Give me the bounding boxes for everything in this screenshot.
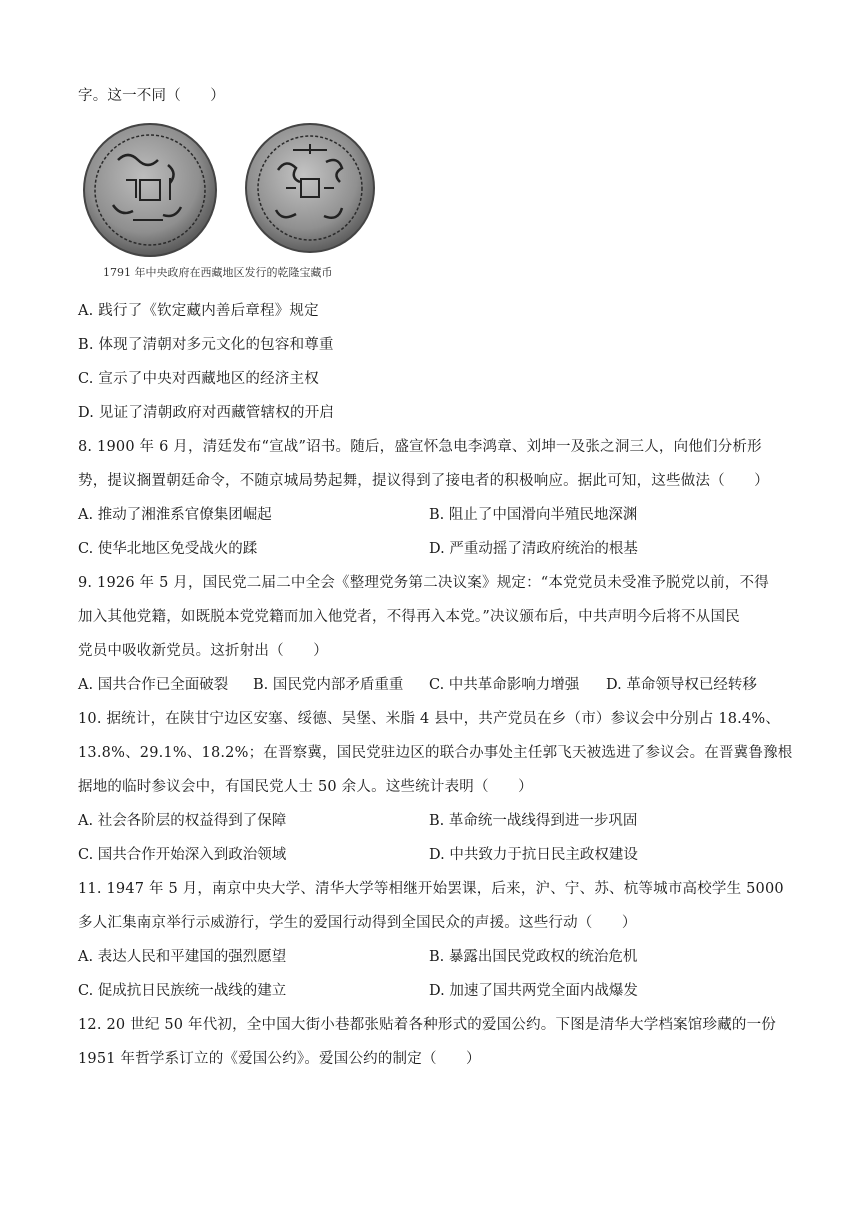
q7-stem-tail: 字。这一不同（ ） [78,88,225,104]
q10-stem-line-1: 10. 据统计，在陕甘宁边区安塞、绥德、吴堡、米脂 4 县中，共产党员在乡（市）参议会中分别占 18.4%、 [78,711,781,727]
q9-option-b: B. 国民党内部矛盾重重 [253,677,404,693]
q7-option-a: A. 践行了《钦定藏内善后章程》规定 [78,303,319,319]
q11-option-c: C. 促成抗日民族统一战线的建立 [78,983,287,999]
q9-stem-line-2: 加入其他党籍，如既脱本党党籍而加入他党者，不得再入本党。”决议颁布后，中共声明今后将不从国民 [78,609,740,625]
q9-option-d: D. 革命领导权已经转移 [606,677,757,693]
q10-option-c: C. 国共合作开始深入到政治领域 [78,847,287,863]
q10-option-a: A. 社会各阶层的权益得到了保障 [78,813,287,829]
q9-stem-line-1: 9. 1926 年 5 月，国民党二届二中全会《整理党务第二决议案》规定：“本党党员未受准予脱党以前，不得 [78,575,769,591]
q8-stem-line-2: 势，提议搁置朝廷命令，不随京城局势起舞，提议得到了接电者的积极响应。据此可知，这些做法（ ） [78,473,769,489]
q8-option-b: B. 阻止了中国滑向半殖民地深渊 [429,507,638,523]
q8-stem-line-1: 8. 1900 年 6 月，清廷发布“宣战”诏书。随后，盛宣怀急电李鸿章、刘坤一及张之洞三人，向他们分析形 [78,439,762,455]
q11-stem-line-2: 多人汇集南京举行示威游行，学生的爱国行动得到全国民众的声援。这些行动（ ） [78,915,637,931]
q9-option-a: A. 国共合作已全面破裂 [78,677,229,693]
q12-stem-line-1: 12. 20 世纪 50 年代初，全中国大街小巷都张贴着各种形式的爱国公约。下图是清华大学档案馆珍藏的一份 [78,1017,776,1033]
q8-option-c: C. 使华北地区免受战火的蹂 [78,541,258,557]
q8-option-d: D. 严重动摇了清政府统治的根基 [429,541,638,557]
q12-stem-line-2: 1951 年哲学系订立的《爱国公约》。爱国公约的制定（ ） [78,1051,481,1067]
q9-option-c: C. 中共革命影响力增强 [429,677,580,693]
q10-stem-line-3: 据地的临时参议会中，有国民党人士 50 余人。这些统计表明（ ） [78,779,533,795]
q10-option-d: D. 中共致力于抗日民主政权建设 [429,847,638,863]
q10-option-b: B. 革命统一战线得到进一步巩固 [429,813,638,829]
q11-option-b: B. 暴露出国民党政权的统治危机 [429,949,638,965]
q10-stem-line-2: 13.8%、29.1%、18.2%；在晋察冀，国民党驻边区的联合办事处主任郭飞天被选进了参议会。在晋冀鲁豫根 [78,745,793,761]
q7-option-d: D. 见证了清朝政府对西藏管辖权的开启 [78,405,335,421]
q8-option-a: A. 推动了湘淮系官僚集团崛起 [78,507,272,523]
q11-option-a: A. 表达人民和平建国的强烈愿望 [78,949,287,965]
q7-option-b: B. 体现了清朝对多元文化的包容和尊重 [78,337,334,353]
q11-stem-line-1: 11. 1947 年 5 月，南京中央大学、清华大学等相继开始罢课，后来，沪、宁、苏、杭等城市高校学生 5000 [78,881,784,897]
q9-stem-line-3: 党员中吸收新党员。这折射出（ ） [78,643,328,659]
coin-left [84,124,216,256]
q11-option-d: D. 加速了国共两党全面内战爆发 [429,983,638,999]
coin-right [246,124,374,252]
coin-figure [78,120,388,260]
q7-option-c: C. 宣示了中央对西藏地区的经济主权 [78,371,319,387]
coin-figure-caption: 1791 年中央政府在西藏地区发行的乾隆宝藏币 [103,266,333,279]
